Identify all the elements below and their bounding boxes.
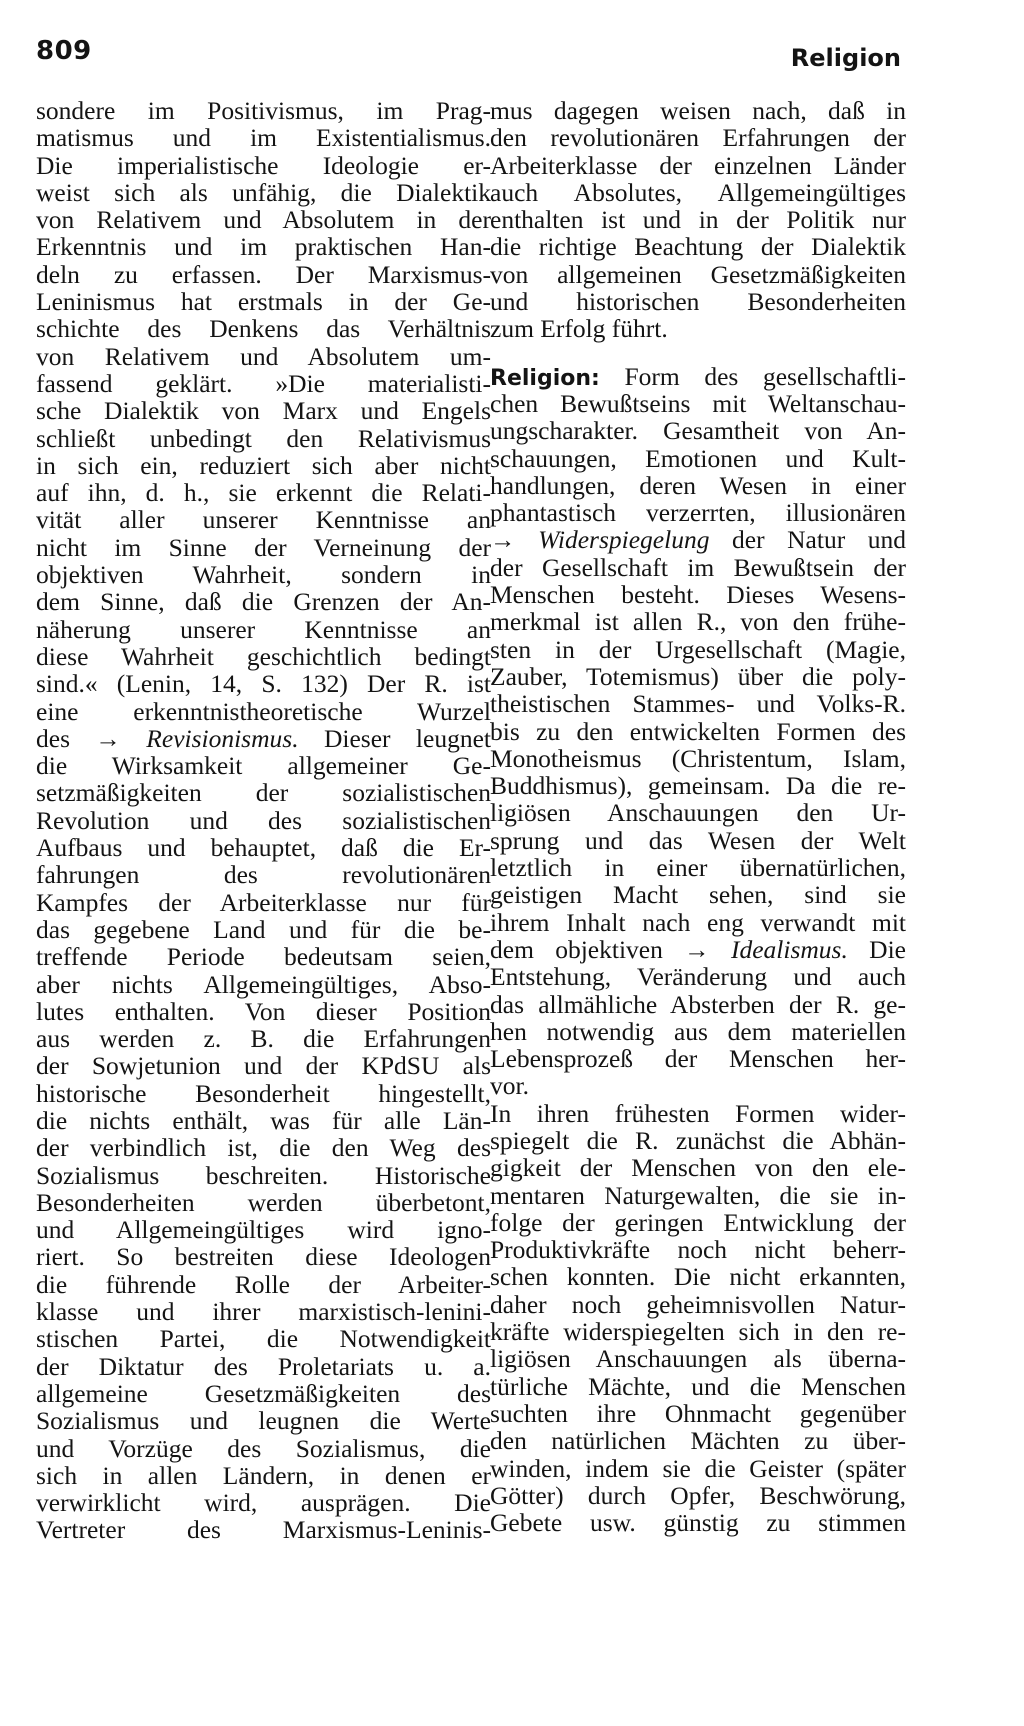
- text-line: ungscharakter. Gesamtheit von An-: [490, 416, 906, 446]
- left-column: [36, 97, 491, 1544]
- entry-gap: [490, 343, 906, 363]
- text-line: zum Erfolg führt.: [490, 314, 668, 344]
- text-line: setzmäßigkeiten der sozialistischen: [36, 778, 491, 808]
- text-line: eine erkenntnistheoretische Wurzel: [36, 696, 491, 726]
- text-line: der Sowjetunion und der KPdSU als: [36, 1051, 491, 1081]
- text-line: Sozialismus beschreiten. Historische: [36, 1160, 491, 1190]
- text-line: näherung unserer Kenntnisse an: [36, 614, 491, 644]
- text-line: und Vorzüge des Sozialismus, die: [36, 1433, 491, 1463]
- text-line: mentaren Naturgewalten, die sie in-: [490, 1180, 906, 1210]
- text-line: in sich ein, reduziert sich aber nicht: [36, 450, 491, 480]
- text-line: sten in der Urgesellschaft (Magie,: [490, 634, 906, 664]
- text-line: Leninismus hat erstmals in der Ge-: [36, 287, 491, 317]
- text-line: theistischen Stammes- und Volks-R.: [490, 689, 906, 719]
- text-line: die nichts enthält, was für alle Län-: [36, 1105, 491, 1135]
- text-line: In ihren frühesten Formen wider-: [490, 1098, 906, 1128]
- text-line: nicht im Sinne der Verneinung der: [36, 532, 491, 562]
- text-line: Menschen besteht. Dieses Wesens-: [490, 580, 906, 610]
- text-line: schichte des Denkens das Verhältnis: [36, 314, 491, 344]
- text-line: handlungen, deren Wesen in einer: [490, 470, 906, 500]
- text-line: kräfte widerspiegelten sich in den re-: [490, 1317, 906, 1347]
- text-line: enthalten ist und in der Politik nur: [490, 205, 906, 235]
- text-line: vor.: [490, 1071, 529, 1101]
- entry-first-line-text: Form des gesellschaftli-: [624, 361, 907, 391]
- text-line: türliche Mächte, und die Menschen: [490, 1371, 906, 1401]
- text-line: schließt unbedingt den Relativismus: [36, 423, 491, 453]
- text-line: letztlich in einer übernatürlichen,: [490, 853, 906, 883]
- text-line: daher noch geheimnisvollen Natur-: [490, 1289, 906, 1319]
- text-line: chen Bewußtseins mit Weltanschau-: [490, 388, 906, 418]
- text-line: Kampfes der Arbeiterklasse nur für: [36, 887, 491, 917]
- text-line: bis zu den entwickelten Formen des: [490, 716, 906, 746]
- cross-reference: Widerspiegelung: [538, 525, 710, 555]
- text-line: Lebensprozeß der Menschen her-: [490, 1044, 906, 1074]
- text-line: das allmähliche Absterben der R. ge-: [490, 989, 906, 1019]
- text-line: geistigen Macht sehen, sind sie: [490, 880, 906, 910]
- text-line: treffende Periode bedeutsam seien,: [36, 942, 491, 972]
- text-line: der Diktatur des Proletariats u. a.: [36, 1351, 491, 1381]
- right-column: [490, 97, 906, 1536]
- text-line: sche Dialektik von Marx und Engels: [36, 396, 491, 426]
- text-line: sondere im Positivismus, im Prag-: [36, 96, 491, 125]
- text-line: weist sich als unfähig, die Dialektik: [36, 177, 491, 207]
- text-line: fassend geklärt. »Die materialisti-: [36, 368, 491, 398]
- text-line: die führende Rolle der Arbeiter-: [36, 1269, 491, 1299]
- text-line: der Gesellschaft im Bewußtsein der: [490, 552, 906, 582]
- text-line: und historischen Besonderheiten: [490, 287, 906, 317]
- text-line: folge der geringen Entwicklung der: [490, 1207, 906, 1237]
- text-line: sich in allen Ländern, in denen er: [36, 1460, 491, 1490]
- text-line: die richtige Beachtung der Dialektik: [490, 232, 906, 262]
- text-line: den natürlichen Mächten zu über-: [490, 1426, 906, 1456]
- text-line: Sozialismus und leugnen die Werte: [36, 1406, 491, 1436]
- text-line: Besonderheiten werden überbetont,: [36, 1187, 491, 1217]
- text-line: spiegelt die R. zunächst die Abhän-: [490, 1125, 906, 1155]
- text-line: sprung und das Wesen der Welt: [490, 825, 906, 855]
- text-line: Entstehung, Veränderung und auch: [490, 962, 906, 992]
- text-line: Produktivkräfte noch nicht beherr-: [490, 1235, 906, 1265]
- text-line: phantastisch verzerrten, illusionären: [490, 498, 906, 528]
- text-line: Revolution und des sozialistischen: [36, 805, 491, 835]
- text-line: ligiösen Anschauungen als überna-: [490, 1344, 906, 1374]
- text-line: auch Absolutes, Allgemeingültiges: [490, 177, 906, 207]
- text-line: Buddhismus), gemeinsam. Da die re-: [490, 771, 906, 801]
- text-line: merkmal ist allen R., von den frühe-: [490, 607, 906, 637]
- text-line: auf ihn, d. h., sie erkennt die Relati-: [36, 478, 491, 508]
- text-line: aus werden z. B. die Erfahrungen: [36, 1024, 491, 1054]
- text-line: ihrem Inhalt nach eng verwandt mit: [490, 907, 906, 937]
- text-line: verwirklicht wird, ausprägen. Die: [36, 1488, 491, 1518]
- cross-reference: Idealismus.: [730, 934, 848, 964]
- text-line: von Relativem und Absolutem um-: [36, 341, 491, 371]
- running-head: Religion: [790, 44, 901, 72]
- text-line: von Relativem und Absolutem in der: [36, 205, 491, 235]
- text-line: dem Sinne, daß die Grenzen der An-: [36, 587, 491, 617]
- text-line: der verbindlich ist, die den Weg des: [36, 1133, 491, 1163]
- text-line: den revolutionären Erfahrungen der: [490, 123, 906, 153]
- entry-keyword: Religion:: [490, 365, 600, 391]
- text-line: Götter) durch Opfer, Beschwörung,: [490, 1480, 906, 1510]
- text-line: vität aller unserer Kenntnisse an: [36, 505, 491, 535]
- text-line: hen notwendig aus dem materiellen: [490, 1016, 906, 1046]
- text-line: Die imperialistische Ideologie er-: [36, 150, 491, 180]
- text-line: → Widerspiegelung der Natur und: [490, 525, 906, 555]
- text-line: winden, indem sie die Geister (später: [490, 1453, 906, 1483]
- text-line: Zauber, Totemismus) über die poly-: [490, 661, 906, 691]
- text-line: fahrungen des revolutionären: [36, 860, 491, 890]
- cross-reference: Revisionismus.: [146, 723, 299, 753]
- text-line: Gebete usw. günstig zu stimmen: [490, 1508, 906, 1538]
- entry-heading-line: [490, 363, 906, 390]
- page-number: 809: [36, 36, 92, 66]
- text-line: lutes enthalten. Von dieser Position: [36, 996, 491, 1026]
- text-line: und Allgemeingültiges wird igno-: [36, 1215, 491, 1245]
- text-line: historische Besonderheit hingestellt,: [36, 1078, 491, 1108]
- text-line: aber nichts Allgemeingültiges, Abso-: [36, 969, 491, 999]
- text-line: ligiösen Anschauungen den Ur-: [490, 798, 906, 828]
- text-line: allgemeine Gesetzmäßigkeiten des: [36, 1378, 491, 1408]
- text-line: riert. So bestreiten diese Ideologen: [36, 1242, 491, 1272]
- text-line: suchten ihre Ohnmacht gegenüber: [490, 1398, 906, 1428]
- text-line: mus dagegen weisen nach, daß in: [490, 96, 906, 125]
- text-line: Aufbaus und behauptet, daß die Er-: [36, 833, 491, 863]
- text-line: deln zu erfassen. Der Marxismus-: [36, 259, 491, 289]
- text-line: klasse und ihrer marxistisch-lenini-: [36, 1297, 491, 1327]
- text-line: sind.« (Lenin, 14, S. 132) Der R. ist: [36, 669, 491, 699]
- text-line: schauungen, Emotionen und Kult-: [490, 443, 906, 473]
- text-line: Arbeiterklasse der einzelnen Länder: [490, 150, 906, 180]
- text-line: von allgemeinen Gesetzmäßigkeiten: [490, 259, 906, 289]
- text-line: Erkenntnis und im praktischen Han-: [36, 232, 491, 262]
- text-line: Vertreter des Marxismus-Leninis-: [36, 1515, 491, 1545]
- text-line: schen konnten. Die nicht erkannten,: [490, 1262, 906, 1292]
- text-line: die Wirksamkeit allgemeiner Ge-: [36, 751, 491, 781]
- text-line: diese Wahrheit geschichtlich bedingt: [36, 641, 491, 671]
- text-line: stischen Partei, die Notwendigkeit: [36, 1324, 491, 1354]
- text-line: gigkeit der Menschen von den ele-: [490, 1153, 906, 1183]
- text-line: Monotheismus (Christentum, Islam,: [490, 743, 906, 773]
- text-line: das gegebene Land und für die be-: [36, 914, 491, 944]
- text-line: dem objektiven → Idealismus. Die: [490, 934, 906, 964]
- text-line: des → Revisionismus. Dieser leugnet: [36, 723, 491, 753]
- text-line: objektiven Wahrheit, sondern in: [36, 560, 491, 590]
- text-line: matismus und im Existentialismus.: [36, 123, 491, 153]
